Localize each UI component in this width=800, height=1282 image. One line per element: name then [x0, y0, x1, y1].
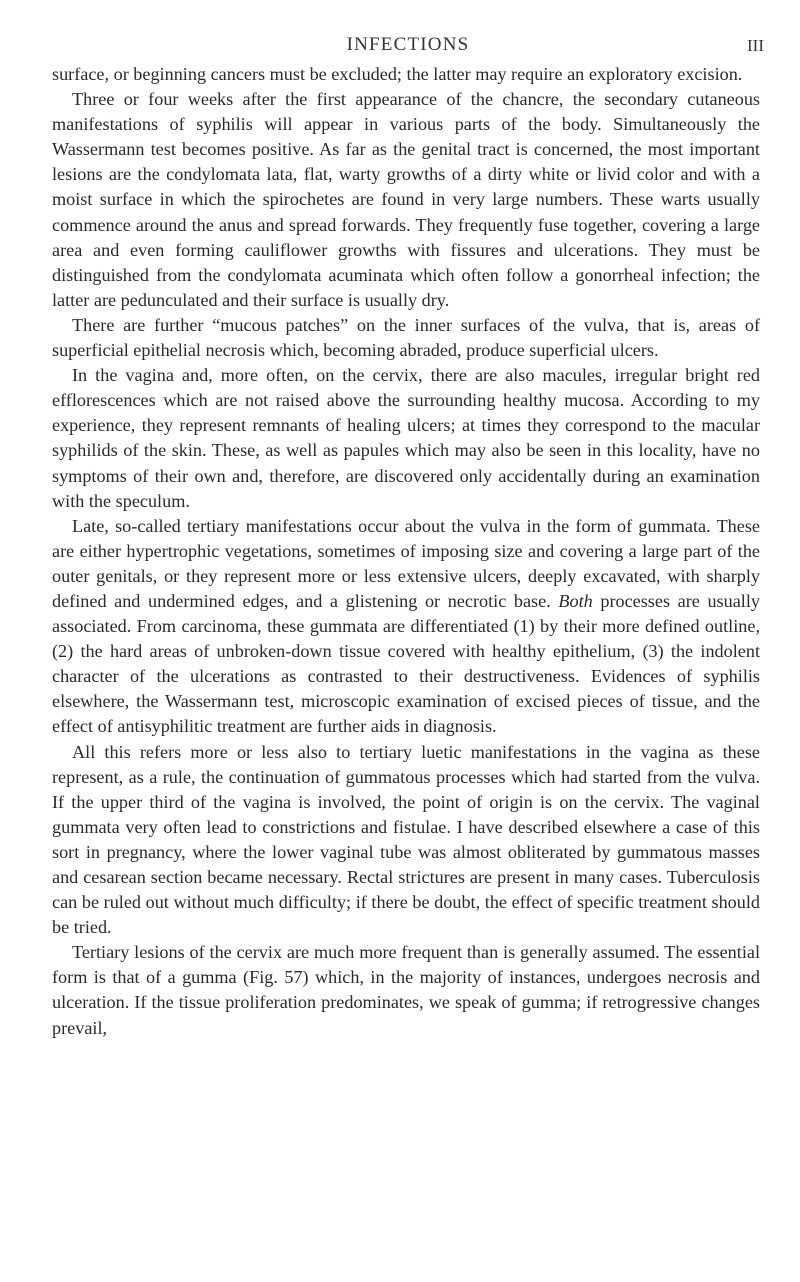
paragraph-5 [52, 514, 760, 740]
body-text [52, 62, 760, 1041]
paragraph-2: Three or four weeks after the first appearance of the chancre, the secondary cutaneous manifestations of syphilis will appear in various parts of the body. Simultaneously the Wassermann test becomes positive. As far as the genital tract is concerned, the most important lesions are the condylomata lata, flat, warty growths of a dirty white or livid color and with a moist surface in which the spirochetes are found in very large numbers. These warts usually commence around the anus and spread forwards. They frequently fuse together, covering a large area and even forming cauliflower growths with fissures and ulcerations. They must be distinguished from the condylomata acuminata which often follow a gonorrheal infection; the latter are pedunculated and their surface is usually dry. [52, 89, 760, 310]
page-number: III [747, 36, 764, 55]
emphasis-both: Both [558, 590, 593, 611]
paragraph-3: There are further “mucous patches” on the inner surfaces of the vulva, that is, areas of superficial epithelial necrosis which, becoming abraded, produce superficial ulcers. [52, 314, 760, 361]
paragraph-5-text: Late, so-called tertiary manifestations occur about the vulva in the form of gummata. These are either hypertrophic vegetations, sometimes of imposing size and covering a large part of the outer genitals, or they represent more or less extensive ulcers, deeply excavated, with sharply defined and undermined edges, and a glistening or necrotic base. [52, 515, 760, 611]
paragraph-4: In the vagina and, more often, on the cervix, there are also macules, irregular bright red efflorescences which are not raised above the surrounding healthy mucosa. According to my experience, they represent remnants of healing ulcers; at times they correspond to the macular syphilids of the skin. These, as well as papules which may also be seen in this locality, have no symptoms of their own and, therefore, are discovered only accidentally during an examination with the speculum. [52, 365, 760, 511]
page-header [52, 34, 764, 58]
paragraph-1: surface, or beginning cancers must be excluded; the latter may require an exploratory excision. [52, 64, 743, 84]
paragraph-7: Tertiary lesions of the cervix are much more frequent than is generally assumed. The essential form is that of a gumma (Fig. 57) which, in the majority of instances, undergoes necrosis and ulceration. If the tissue proliferation predominates, we speak of gumma; if retrogressive changes prevail, [52, 942, 760, 1038]
paragraph-5-text-after: processes are usually associated. From carcinoma, these gummata are differentiated (1) by their more defined outline, (2) the hard areas of unbroken-down tissue covered with healthy epithelium, (3) the indolent character of the ulcerations as contrasted to their destructiveness. Evidences of syphilis elsewhere, the Wassermann test, microscopic examination of excised pieces of tissue, and the effect of antisyphilitic treatment are further aids in diagnosis. [52, 590, 760, 737]
paragraph-6: All this refers more or less also to tertiary luetic manifestations in the vagina as these represent, as a rule, the continuation of gummatous processes which had started from the vulva. If the upper third of the vagina is involved, the point of origin is on the cervix. The vaginal gummata very often lead to constrictions and fistulae. I have described elsewhere a case of this sort in pregnancy, where the lower vaginal tube was almost obliterated by gummatous masses and cesarean section became necessary. Rectal strictures are present in many cases. Tuberculosis can be ruled out without much difficulty; if there be doubt, the effect of specific treatment should be tried. [52, 741, 760, 938]
running-head: INFECTIONS [346, 34, 470, 55]
